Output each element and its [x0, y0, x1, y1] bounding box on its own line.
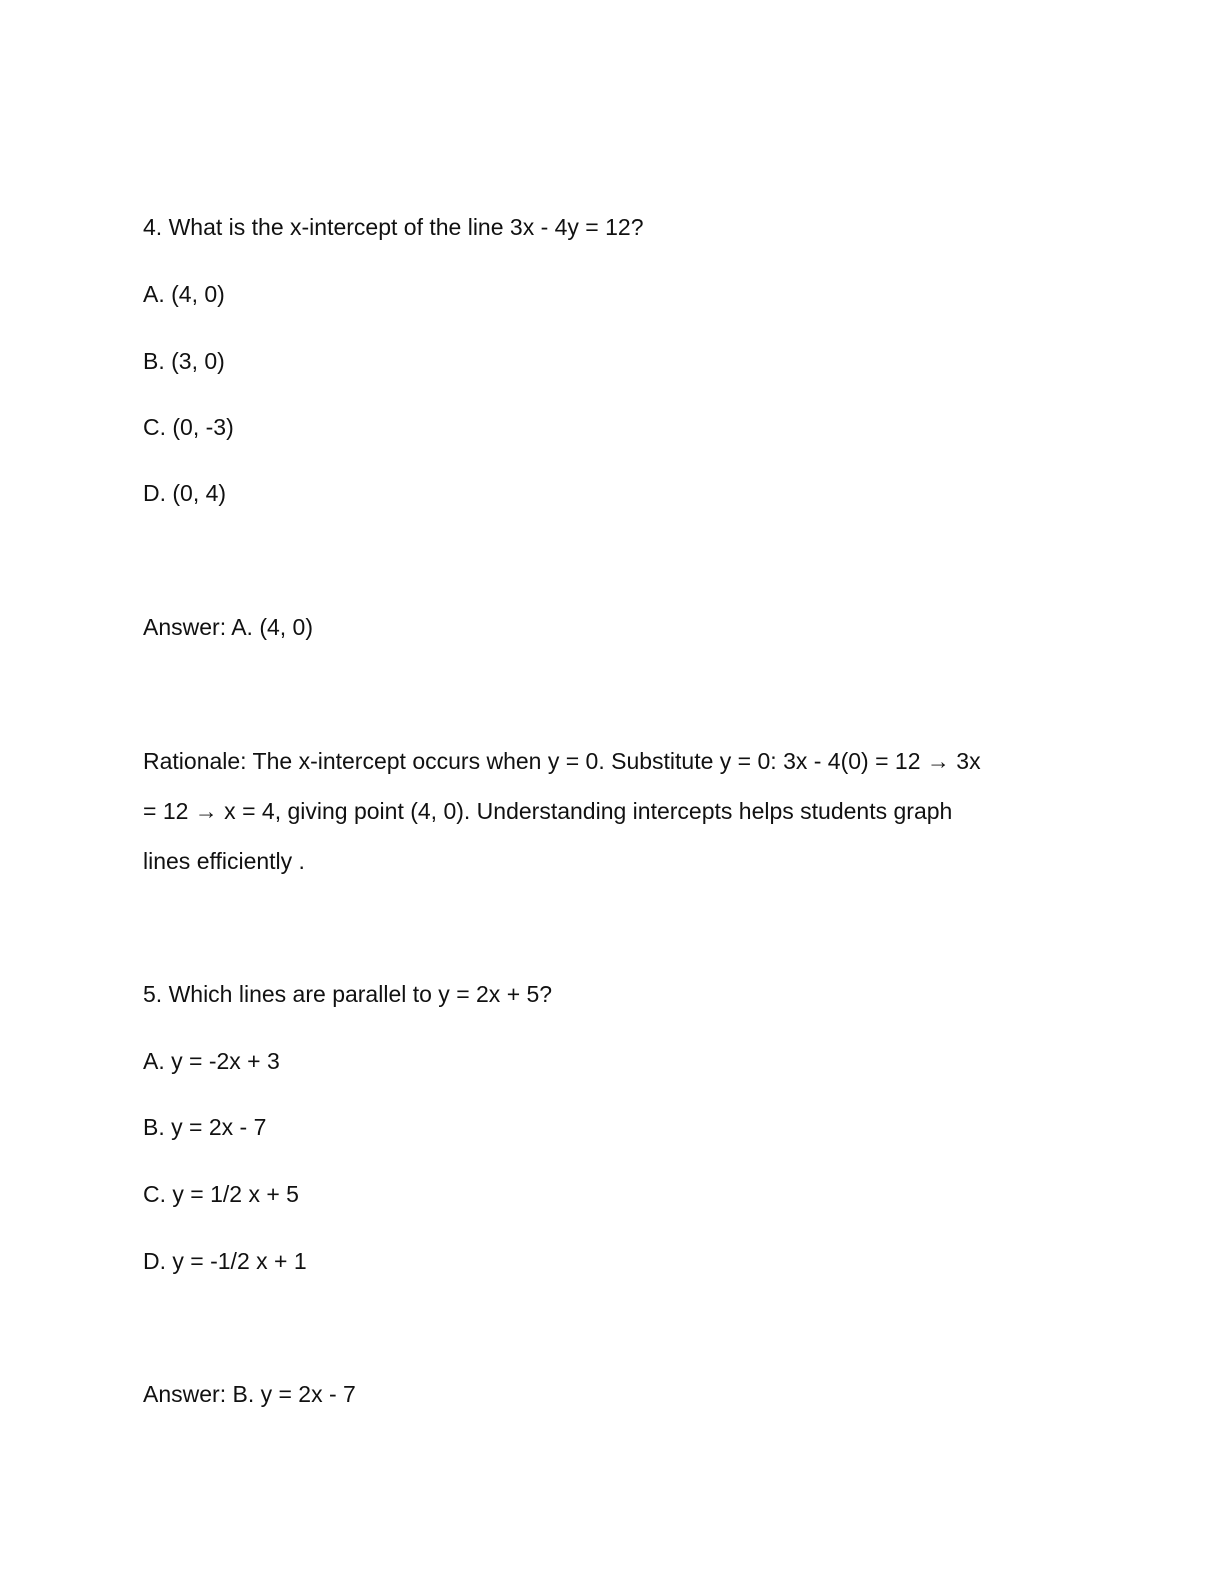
question-4-option-d: D. (0, 4): [143, 480, 227, 506]
question-5-prompt: 5. Which lines are parallel to y = 2x + 5?: [143, 981, 553, 1007]
question-5-answer: Answer: B. y = 2x - 7: [143, 1381, 356, 1407]
rationale-line: Rationale: The x-intercept occurs when y = 0. Substitute y = 0: 3x - 4(0) = 12 → 3x: [143, 748, 981, 774]
question-4-option-b: B. (3, 0): [143, 348, 225, 374]
rationale-line: = 12 → x = 4, giving point (4, 0). Understanding intercepts helps students graph: [143, 798, 953, 824]
question-4-rationale: [143, 736, 1073, 886]
question-4-prompt: 4. What is the x-intercept of the line 3x - 4y = 12?: [143, 214, 644, 240]
question-5-option-b: B. y = 2x - 7: [143, 1114, 267, 1140]
question-5-option-d: D. y = -1/2 x + 1: [143, 1248, 307, 1274]
question-5-option-c: C. y = 1/2 x + 5: [143, 1181, 299, 1207]
question-5-option-a: A. y = -2x + 3: [143, 1048, 280, 1074]
question-4-answer: Answer: A. (4, 0): [143, 614, 314, 640]
question-4-option-c: C. (0, -3): [143, 414, 234, 440]
question-4-option-a: A. (4, 0): [143, 281, 225, 307]
rationale-line: lines efficiently .: [143, 848, 305, 874]
